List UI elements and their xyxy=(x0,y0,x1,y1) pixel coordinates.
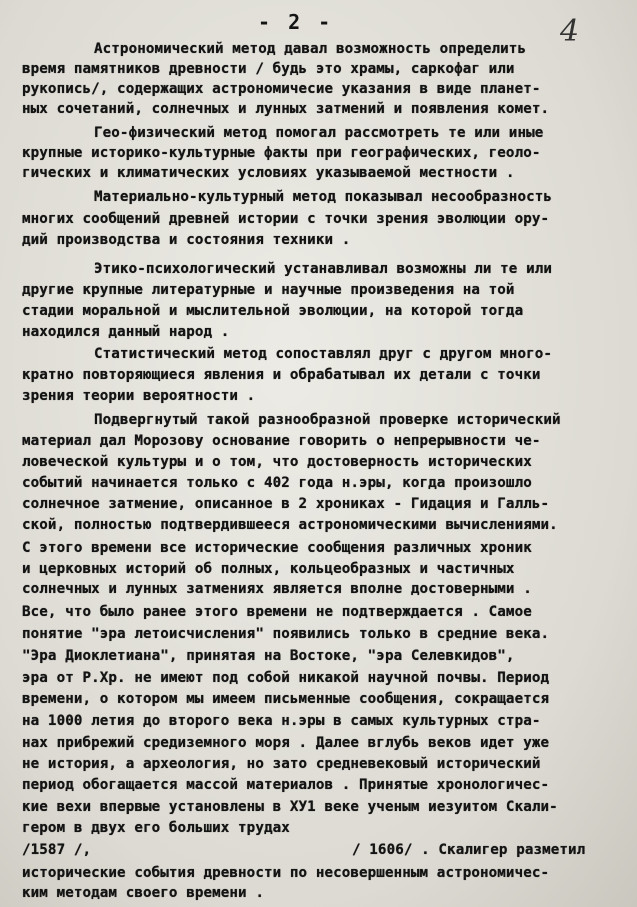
text-line: находился данный народ . xyxy=(22,324,230,340)
text-line: Статистический метод сопоставлял друг с другом много- xyxy=(94,346,553,362)
text-line: на 1000 летия до второго века н.эры в самых культурных стра- xyxy=(22,713,541,729)
text-line: Все, что было ранее этого времени не подтверждается . Самое xyxy=(22,604,532,620)
text-line: гических и климатических условиях указываемой местности . xyxy=(22,165,515,181)
text-line: ким методам своего времени . xyxy=(22,885,264,901)
text-line: нах прибрежий средиземного моря . Далее вглубь веков идет уже xyxy=(22,735,550,751)
text-line: кие вехи впервые установлены в ХУ1 веке ученым иезуитом Скали- xyxy=(22,799,558,815)
page-number: - 2 - xyxy=(258,10,334,34)
handwritten-page-mark: 4 xyxy=(560,14,580,49)
text-line: Подвергнутый такой разнообразной проверке исторический xyxy=(94,412,561,428)
text-line: Гео-физический метод помогал рассмотреть те или иные xyxy=(94,125,544,141)
text-line: солнечное затмение, описанное в 2 хрониках - Гидация и Галль- xyxy=(22,496,550,512)
text-line: стадии моральной и мыслительной эволюции, на которой тогда xyxy=(22,303,524,319)
text-line: и церковных историй об полных, кольцеобразных и частичных xyxy=(22,561,515,577)
text-line: рукопись/, содержащих астрономичесие указания в виде планет- xyxy=(22,81,541,97)
text-line: времени, о котором мы имеем письменные сообщения, сокращается xyxy=(22,691,550,707)
text-line: / 1606/ . Скалигер разметил xyxy=(352,842,586,858)
text-line: С этого времени все исторические сообщения различных хроник xyxy=(22,540,532,556)
text-line: материал дал Морозову основание говорить о непрерывности че- xyxy=(22,433,541,449)
text-line: "Эра Диоклетиана", принятая на Востоке, "эра Селевкидов", xyxy=(22,648,515,664)
text-line: /1587 /, xyxy=(22,842,92,858)
text-line: ных сочетаний, солнечных и лунных затмений и появления комет. xyxy=(22,101,550,117)
text-line: солнечных и лунных затмениях является вполне достоверными . xyxy=(22,581,532,597)
text-line: кратно повторяющиеся явления и обрабатывал их детали с точки xyxy=(22,367,541,383)
text-line: гером в двух его больших трудах xyxy=(22,820,290,836)
text-line: другие крупные литературные и научные произведения на той xyxy=(22,282,515,298)
text-line: время памятников древности / будь это храмы, саркофаг или xyxy=(22,61,515,77)
text-line: ской, полностью подтвердившееся астрономическими вычислениями. xyxy=(22,517,558,533)
text-line: не история, а археология, но зато средневековый исторический xyxy=(22,756,541,772)
text-line: Материально-культурный метод показывал несообразность xyxy=(94,189,553,205)
text-line: крупные историко-культурные факты при географических, геоло- xyxy=(22,145,541,161)
text-line: понятие "эра летоисчисления" появились только в средние века. xyxy=(22,626,550,642)
text-line: многих сообщений древней истории с точки зрения эволюции ору- xyxy=(22,211,550,227)
text-line: дий производства и состояния техники . xyxy=(22,232,351,248)
text-line: эра от Р.Хр. не имеют под собой никакой научной почвы. Период xyxy=(22,670,550,686)
text-line: ловеческой культуры и о том, что достоверность исторических xyxy=(22,454,532,470)
text-line: Этико-психологический устанавливал возможны ли те или xyxy=(94,261,553,277)
text-line: Астрономический метод давал возможность определить xyxy=(94,41,527,57)
text-line: зрения теории вероятности . xyxy=(22,388,256,404)
text-line: период обогащается массой материалов . Принятые хронологичес- xyxy=(22,777,550,793)
text-line: исторические события древности по несовершенным астрономичес- xyxy=(22,865,550,881)
text-line: событий начинается только с 402 года н.эры, когда произошло xyxy=(22,475,532,491)
